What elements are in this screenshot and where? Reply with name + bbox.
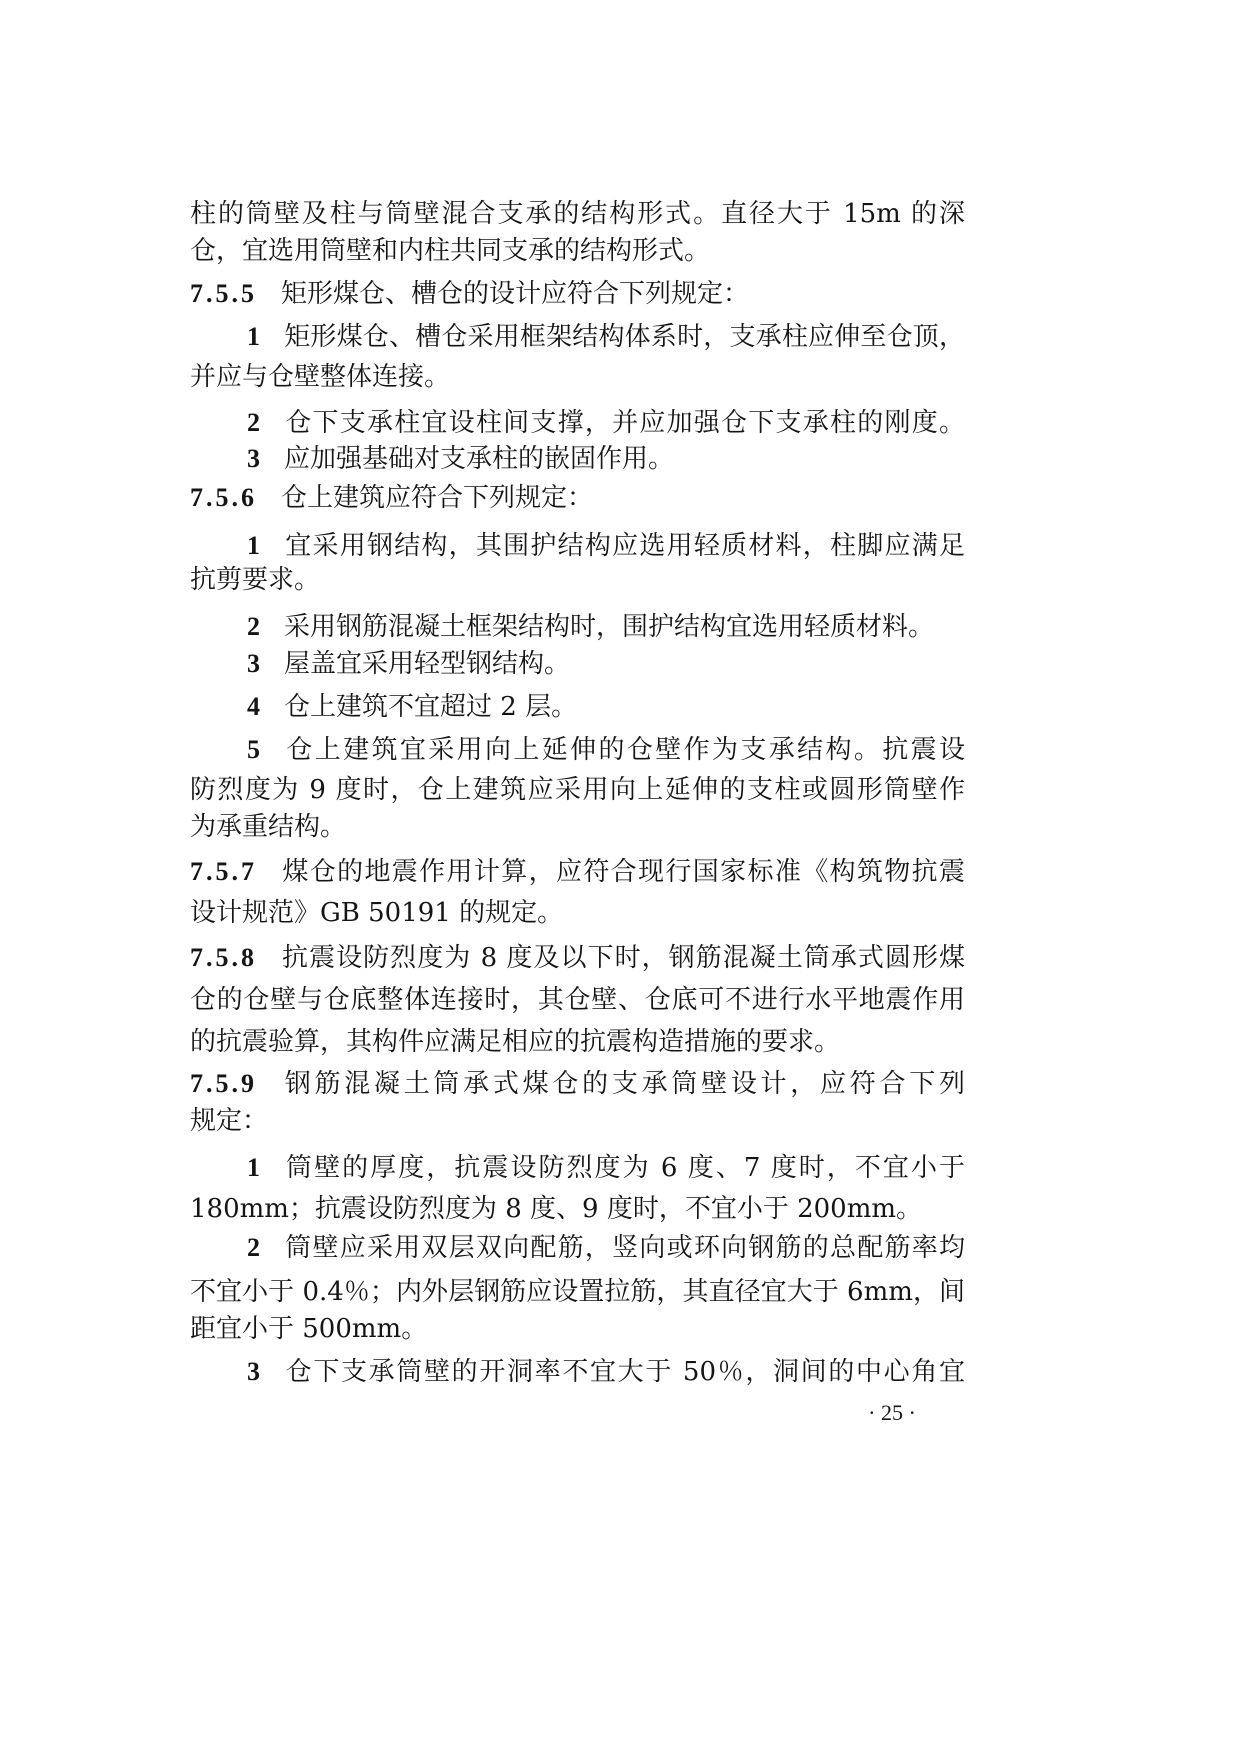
clause-number: 7.5.7 [190, 857, 257, 886]
item-first-line [247, 1151, 965, 1185]
clause-number: 7.5.6 [190, 483, 257, 512]
page-number: · 25 · [868, 1400, 916, 1425]
item-text: 筒壁应采用双层双向配筋，竖向或环向钢筋的总配筋率均 [284, 1233, 965, 1263]
clause-heading-line [190, 481, 965, 515]
item-number: 2 [247, 612, 260, 641]
item-text: 应加强基础对支承柱的嵌固作用。 [284, 444, 675, 474]
clause-heading-line [190, 277, 965, 311]
item-number: 5 [247, 735, 260, 764]
item-text: 仓下支承柱宜设柱间支撑，并应加强仓下支承柱的刚度。 [284, 408, 965, 438]
item-text: 仓上建筑不宜超过 2 层。 [284, 692, 578, 722]
text-line: 规定： [190, 1106, 269, 1136]
text-line: 抗剪要求。 [190, 565, 321, 595]
continuation-line: 柱的筒壁及柱与筒壁混合支承的结构形式。直径大于 15m 的深 [190, 199, 965, 229]
continuation-line: 仓，宜选用筒壁和内柱共同支承的结构形式。 [190, 236, 711, 266]
item-first-line [247, 1355, 965, 1389]
clause-number: 7.5.9 [190, 1069, 257, 1098]
item-first-line [247, 647, 965, 681]
clause-heading-text: 抗震设防烈度为 8 度及以下时，钢筋混凝土筒承式圆形煤 [281, 943, 965, 973]
text-line: 并应与仓壁整体连接。 [190, 362, 451, 392]
text-line: 的抗震验算，其构件应满足相应的抗震构造措施的要求。 [190, 1027, 841, 1057]
item-first-line [247, 733, 965, 767]
clause-heading-line [190, 941, 965, 975]
item-first-line [247, 320, 965, 354]
item-text: 矩形煤仓、槽仓采用框架结构体系时，支承柱应伸至仓顶， [284, 322, 965, 352]
text-line: 设计规范》GB 50191 的规定。 [190, 898, 564, 928]
clause-number: 7.5.5 [190, 279, 257, 308]
item-number: 1 [247, 1153, 260, 1182]
item-text: 宜采用钢结构，其围护结构应选用轻质材料，柱脚应满足 [284, 531, 965, 561]
item-first-line [247, 610, 965, 644]
item-first-line [247, 442, 965, 476]
clause-heading-text: 钢筋混凝土筒承式煤仓的支承筒壁设计，应符合下列 [281, 1069, 965, 1099]
item-number: 4 [247, 692, 260, 721]
item-text: 仓下支承筒壁的开洞率不宜大于 50％，洞间的中心角宜 [284, 1357, 965, 1387]
item-text: 筒壁的厚度，抗震设防烈度为 6 度、7 度时，不宜小于 [284, 1153, 965, 1183]
item-number: 3 [247, 444, 260, 473]
item-number: 1 [247, 322, 260, 351]
text-line: 距宜小于 500mm。 [190, 1314, 428, 1344]
item-number: 3 [247, 1357, 260, 1386]
item-text: 仓上建筑宜采用向上延伸的仓壁作为支承结构。抗震设 [284, 735, 965, 765]
item-text: 屋盖宜采用轻型钢结构。 [284, 649, 571, 679]
text-line: 180mm；抗震设防烈度为 8 度、9 度时，不宜小于 200mm。 [190, 1194, 923, 1224]
item-number: 3 [247, 649, 260, 678]
clause-heading-text: 矩形煤仓、槽仓的设计应符合下列规定： [281, 279, 750, 309]
clause-number: 7.5.8 [190, 943, 257, 972]
item-first-line [247, 406, 965, 440]
clause-heading-text: 仓上建筑应符合下列规定： [281, 483, 594, 513]
item-number: 2 [247, 1233, 260, 1262]
clause-heading-line [190, 1067, 965, 1101]
item-first-line [247, 529, 965, 563]
text-line: 仓的仓壁与仓底整体连接时，其仓壁、仓底可不进行水平地震作用 [190, 985, 965, 1015]
item-number: 1 [247, 531, 260, 560]
text-line: 为承重结构。 [190, 812, 347, 842]
text-line: 防烈度为 9 度时，仓上建筑应采用向上延伸的支柱或圆形筒壁作 [190, 775, 965, 805]
item-number: 2 [247, 408, 260, 437]
text-line: 不宜小于 0.4％；内外层钢筋应设置拉筋，其直径宜大于 6mm，间 [190, 1277, 965, 1307]
item-first-line [247, 690, 965, 724]
clause-heading-line [190, 855, 965, 889]
item-first-line [247, 1231, 965, 1265]
item-text: 采用钢筋混凝土框架结构时，围护结构宜选用轻质材料。 [284, 612, 935, 642]
clause-heading-text: 煤仓的地震作用计算，应符合现行国家标准《构筑物抗震 [281, 857, 965, 887]
